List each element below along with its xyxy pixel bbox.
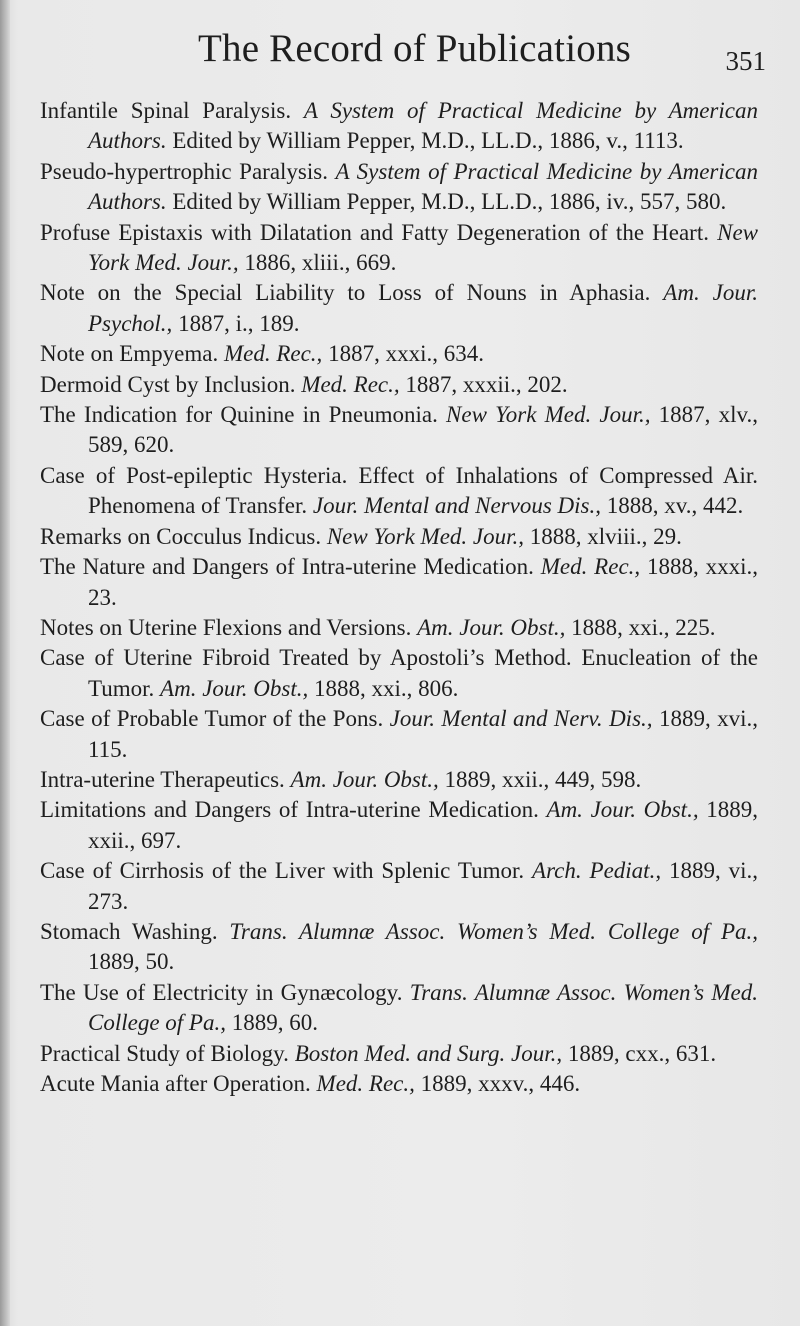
publication-entry (40, 370, 758, 400)
publication-details: Edited by William Pepper, M.D., LL.D., 1886, iv., 557, 580. (166, 189, 727, 215)
publication-entry (40, 765, 758, 795)
publication-entry (40, 795, 758, 856)
running-title: The Record of Publications (198, 27, 632, 70)
page-header (40, 26, 770, 82)
publication-title: Stomach Washing. (40, 918, 230, 944)
publication-source: Boston Med. and Surg. Jour., (294, 1040, 563, 1066)
publication-details: 1887, i., 189. (172, 310, 300, 336)
publication-details: 1889, vi., 273. (88, 858, 758, 914)
publication-entry (40, 339, 758, 369)
publication-source: Arch. Pediat., (532, 858, 662, 884)
page-number: 351 (725, 46, 766, 76)
publication-title: Infantile Spinal Paralysis. (40, 98, 304, 123)
publication-details: 1887, xxxi., 634. (322, 341, 484, 367)
publication-details: 1887, xlv., 589, 620. (88, 402, 758, 458)
publication-entry (40, 613, 758, 643)
publication-source: Med. Rec., (223, 341, 323, 367)
publication-source: Jour. Mental and Nervous Dis., (312, 493, 601, 519)
publication-source: Trans. Alumnæ Assoc. Women’s Med. College of Pa., (229, 918, 758, 944)
publication-title: Case of Post-epileptic Hysteria. Effect of Inhalations of Compressed Air. Phenomena of Transfer. (40, 462, 758, 519)
publication-entry (40, 917, 758, 978)
publication-source: Med. Rec., (301, 371, 400, 397)
publication-title: Dermoid Cyst by Inclusion. (40, 371, 302, 397)
publication-title: Case of Cirrhosis of the Liver with Splenic Tumor. (40, 858, 533, 884)
publication-entry (40, 1039, 758, 1069)
publication-source: New York Med. Jour., (326, 523, 525, 549)
publication-entry (40, 1069, 758, 1099)
publication-entry (40, 552, 758, 613)
publication-details: 1889, xxii., 449, 598. (438, 766, 642, 792)
publication-title: Acute Mania after Operation. (40, 1071, 317, 1096)
publication-title: Note on the Special Liability to Loss of Nouns in Aphasia. (40, 280, 664, 306)
publication-details: 1889, xvi., 115. (88, 706, 759, 762)
publication-details: 1888, xlviii., 29. (524, 523, 682, 549)
publication-source: New York Med. Jour., (446, 402, 651, 428)
publication-title: Pseudo-hypertrophic Paralysis. (40, 158, 336, 184)
publication-entry (40, 278, 758, 339)
publication-details: 1889, xxxv., 446. (414, 1071, 581, 1096)
publication-source: Am. Jour. Obst., (546, 797, 699, 823)
publication-source: Am. Jour. Obst., (160, 675, 309, 701)
publication-title: Note on Empyema. (40, 341, 224, 367)
page-gutter-shadow (0, 0, 10, 1326)
publication-title: Case of Uterine Fibroid Treated by Apostoli’s Method. Enucleation of the Tumor. (40, 645, 758, 701)
publication-title: Practical Study of Biology. (40, 1040, 295, 1066)
publication-title: The Use of Electricity in Gynæcology. (40, 979, 410, 1005)
publication-list (40, 96, 758, 1099)
publication-details: 1888, xxxi., 23. (88, 554, 758, 610)
publication-entry (40, 96, 758, 157)
publication-entry (40, 978, 758, 1039)
publication-details: 1888, xv., 442. (601, 493, 744, 519)
publication-entry (40, 400, 758, 461)
publication-details: 1886, xliii., 669. (238, 250, 397, 276)
publication-source: Med. Rec., (316, 1071, 415, 1096)
publication-source: A System of Practical Medicine by American Authors. (88, 98, 758, 154)
publication-title: Remarks on Cocculus Indicus. (40, 523, 327, 549)
publication-entry (40, 157, 758, 218)
publication-entry (40, 643, 758, 704)
publication-details: 1889, 50. (88, 949, 175, 975)
publication-source: A System of Practical Medicine by American Authors. (88, 158, 758, 215)
publication-details: 1889, cxx., 631. (562, 1040, 717, 1066)
publication-source: New York Med. Jour., (88, 219, 758, 276)
publication-entry (40, 704, 758, 765)
publication-details: 1889, 60. (225, 1010, 318, 1036)
publication-details: 1889, xxii., 697. (88, 797, 758, 853)
publication-entry (40, 461, 758, 522)
publication-entry (40, 522, 758, 552)
publication-source: Am. Jour. Psychol., (88, 280, 758, 336)
publication-details: Edited by William Pepper, M.D., LL.D., 1886, v., 1113. (166, 128, 684, 154)
publication-title: Case of Probable Tumor of the Pons. (40, 706, 390, 732)
publication-title: Notes on Uterine Flexions and Versions. (40, 614, 418, 640)
publication-details: 1888, xxi., 225. (565, 614, 716, 640)
publication-source: Am. Jour. Obst., (290, 766, 439, 792)
publication-entry (40, 218, 758, 279)
publication-details: 1887, xxxii., 202. (399, 371, 568, 397)
publication-title: Intra-uterine Therapeutics. (40, 766, 291, 792)
publication-details: 1888, xxi., 806. (308, 675, 459, 701)
publication-title: Limitations and Dangers of Intra-uterine Medication. (40, 797, 547, 823)
publication-title: The Indication for Quinine in Pneumonia. (40, 402, 447, 428)
publication-title: The Nature and Dangers of Intra-uterine Medication. (40, 554, 541, 580)
publication-source: Med. Rec., (540, 554, 641, 580)
publication-source: Am. Jour. Obst., (417, 614, 566, 640)
publication-entry (40, 856, 758, 917)
publication-source: Jour. Mental and Nerv. Dis., (389, 706, 653, 732)
publication-title: Profuse Epistaxis with Dilatation and Fatty Degeneration of the Heart. (40, 219, 718, 245)
publication-source: Trans. Alumnæ Assoc. Women’s Med. College of Pa., (88, 979, 758, 1036)
